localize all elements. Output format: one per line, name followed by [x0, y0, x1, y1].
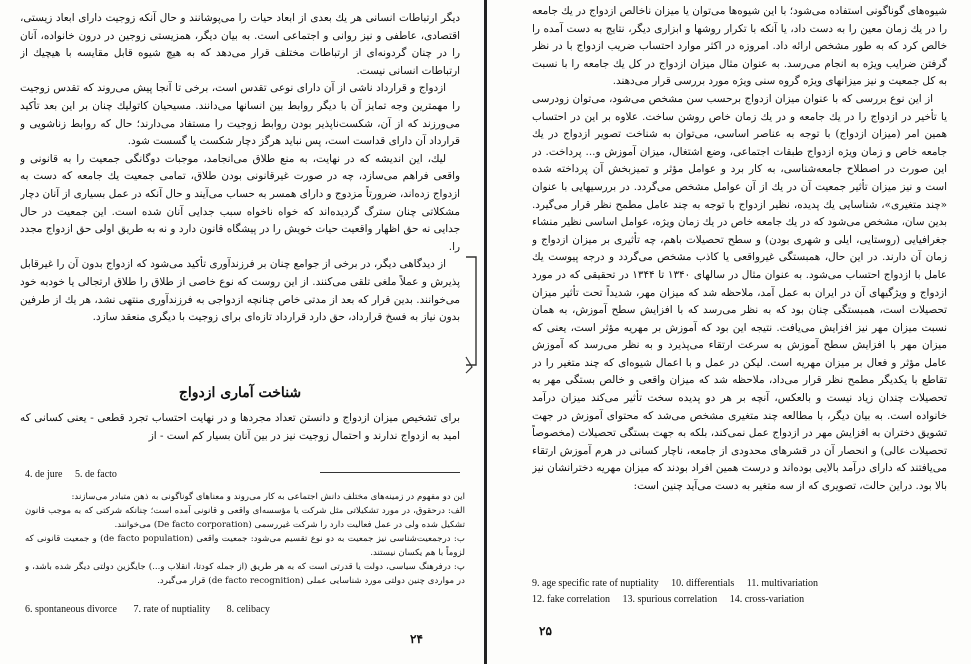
footnote-term: 14. cross-variation [729, 594, 805, 605]
right-page-body [532, 3, 947, 573]
footnote-rule [320, 472, 460, 473]
paragraph: دیگر ارتباطات انسانی هر یك بعدی از ابعاد حیات را می‌پوشانند و حال آنكه زوجیت دارای ابعاد زیستی، اقتصادی، عاطفی و نیز روانی و اجتماعی است. به بیان دیگر، همزیستی زوجین در درون خانواده، آنان را در چنان گردونه‌ای از ارتباطات مختلف قرار می‌دهد كه به هیچ شیوه قابل مقایسه با هیچیك از ارتباطات انسانی نیست. [20, 12, 460, 77]
right-page [487, 0, 971, 664]
footnote-line: این دو مفهوم در زمینه‌های مختلف دانش اجتماعی به كار می‌روند و معناهای گوناگونی به ذهن متبادر می‌سازند: [71, 492, 465, 502]
footnote-row [532, 576, 818, 592]
footnote-term: 10. differentials [671, 578, 735, 589]
footnote-terms [532, 576, 818, 608]
footnote-line: ب: درجمعیت‌شناسی نیز جمعیت به دو نوع تقسیم می‌شود: جمعیت واقعی (de facto population) و جمعیت قانونی كه لزوماً با هم یكسان نیستند. [25, 534, 465, 558]
footnote-row [532, 592, 818, 608]
footnote-terms-top [25, 469, 117, 480]
left-page [0, 0, 484, 664]
section-body: برای تشخیص میزان ازدواج و دانستن تعداد مجردها و در نهایت احتساب تجرد قطعی - یعنی كسانی كه امید به ازدواج ندارند و احتمال زوجیت نیز در بین آنان بسیار كم است - از [20, 412, 460, 442]
footnote-term: 13. spurious correlation [622, 594, 718, 605]
footnote-terms-bottom [25, 604, 270, 615]
page-number: ۲۴ [410, 632, 423, 646]
paragraph: شیوه‌های گوناگونی استفاده می‌شود؛ با این شیوه‌ها می‌توان یا میزان ناخالص ازدواج در یك جامعه را در یك زمان معین را به دست داد، یا آنكه با تكرار روشها و ابزاری دیگر، نتایج به دست آمده را خالص كرد كه به طور مشخص ارائه داد. امروزه در اكثر موارد احتساب ضریب ازدواج با در نظر گرفتن ضرایب ویژه به انجام می‌رسد. به عنوان مثال میزان ازدواج در كل یك جامعه را با نسبت به كل جمعیت و نیز میزانهای ویژه گروه سنی ویژه مورد بررسی قرار می‌دهند. [532, 5, 947, 88]
margin-bracket-mark [462, 255, 482, 375]
footnote-term: 4. de jure [25, 469, 63, 480]
footnote-term: 7. rate of nuptiality [133, 604, 211, 615]
footnote-term: 11. multivariation [746, 578, 819, 589]
footnote-term: 6. spontaneous divorce [25, 604, 117, 615]
section-heading: شناخت آماری ازدواج [178, 385, 302, 401]
paragraph: لیك، این اندیشه كه در نهایت، به منع طلاق می‌انجامد، موجبات دوگانگی جمعیت را به قانونی و واقعی فراهم می‌سازد، چه در صورت غیرقانونی بودن طلاق، تمامی جمعیت یك جامعه كه دست به ازدواج زده‌اند، ضرورتاً مزدوج و دارای همسر به حساب می‌آیند و حال آنكه در عمل بسیاری از آنان دچار مشكلاتی چنان سترگ گردیده‌اند كه خواه ناخواه سبب جدایی آنان شده است. این جمعیت در حال جدایی نه حق اظهار واقعیت حیات خویش را در پیشگاه قانون دارد و نه به طریق اولی حق ازدواج مجدد را. [20, 152, 460, 253]
page-number: ۲۵ [539, 624, 552, 638]
footnotes-explanation [25, 490, 465, 602]
footnote-term: 12. fake correlation [532, 594, 611, 605]
paragraph: ازدواج و قرارداد ناشی از آن دارای نوعی تقدس است، برخی تا آنجا پیش می‌روند كه تقدس زوجیت را مهمترین وجه تمایز آن با دیگر روابط بین انسانها می‌دانند. مسیحیان كاتولیك چنان بر این بعد تأكید می‌ورزند كه از آن، شكست‌ناپذیر بودن روابط زوجیت را مستفاد می‌دارند؛ حال كه روابط زناشویی و قرارداد آن دارای قداست است، پس نباید هرگز دچار شكست یا گسست شود. [20, 82, 460, 148]
footnote-term: 9. age specific rate of nuptiality [532, 578, 659, 589]
footnote-line: پ: درفرهنگ سیاسی، دولت یا قدرتی است كه به هر طریق (از جمله كودتا، انقلاب و...) جایگزین دولتی دیگر شده باشد، و در مواردی چنین دولتی مورد شناسایی عملی (de facto recognition) قرار می‌گیرد. [25, 562, 465, 586]
left-page-body [20, 10, 460, 372]
footnote-term: 5. de facto [75, 469, 117, 480]
paragraph: از این نوع بررسی كه با عنوان میزان ازدواج برحسب سن مشخص می‌شود، می‌توان زودرسی یا تأخیر در ازدواج را در یك جامعه و در یك زمان خاص روشن ساخت. علاوه بر این در احتساب همین امر (میزان ازدواج) با توجه به عناصر اساسی، می‌توان به شناخت تصویر ازدواج در یك جامعه خاص و زمان ویژه ازدواج طبقات اجتماعی، وضع اشتغال، میزان آموزش و... پرداخت. در این صورت در اصطلاح جامعه‌شناسی، به كار برد و عوامل مؤثر و تمیزبخش آن پرداخته شده است و نیز میزان تأثیر جمعیت آن در یك از آن عوامل مشخص می‌گردد. در بررسیهایی با عنوان «چند متغیری»، شناسایی یك پدیده، نظیر ازدواج با توجه به چند عامل مطمح نظر قرار می‌گیرد. بدین سان، مشخص می‌شود كه در یك جامعه خاص در یك زمان ویژه، عوامل اساسی نظیر منشاء جغرافیایی (روستایی، ایلی و شهری بودن) و سطح تحصیلات باهم، چه تأثیری بر میزان ازدواج و زمان آن دارند. در این حال، همبستگی غیرواقعی یا كاذب مشخص می‌گردد و درجه پیوست یك عامل با ازدواج احتساب می‌شود. به عنوان مثال در سالهای ۱۳۴۰ تا ۱۳۴۴ در تحقیقی كه در مورد ازدواج و ویژگیهای آن در ایران به عمل آمد، ملاحظه شد كه میزان مهر، شدیداً تحت تأثیر میزان تحصیلات است، همبستگی چنان بود كه به نظر می‌رسد كه با افزایش سطح آموزش، به همان نسبت میزان مهر نیز افزایش می‌یافت. نتیجه این بود كه آموزش بر مهریه مؤثر است، یعنی كه میزان مهر با افزایش سطح آموزش به سرعت ارتقاء می‌پذیرد و به نظر می‌رسد كه آموزش عامل مؤثر و فعال بر میزان مهریه است. لیكن در عمل و با اعمال شیوه‌ای كه چند متغیر را در تقاطع با یكدیگر مطمح نظر قرار می‌داد، ملاحظه شد كه میزان واقعی و خالص بستگی مهر به تحصیلات چندان زیاد نیست و بالعكس، آنچه بر هر دو پدیده سخت تأثیر می‌كند میزان درآمد خانواده است. به بیان دیگر، با مطالعه چند متغیری مشخص می‌شد كه محتوای آموزش در جهت تشویق دختران به افزایش مهر در ازدواج عمل نمی‌كند، بلكه به جهت بستگی تحصیلات (مخصوصاً تحصیلات عالی) و انحصار آن در قشرهای محدودی از جامعه، ناچار كسانی در هرم آموزش ارتقاء می‌یافتند كه دارای درآمد بالایی بوده‌اند و درست همین افراد بودند كه میزان مهریه دخترانشان نیز بالا بود. دراین حالت، تصویری كه از سه متغیر به دست می‌آید چنین است: [532, 92, 947, 493]
footnote-term: 8. celibacy [226, 604, 270, 615]
footnote-line: الف: درحقوق، در مورد تشکیلاتی مثل شرکت یا مؤسسه‌ای واقعی و قانونی آمده است؛ چنانكه شركتی كه به موجب قانون تشکیل شده ولی در عمل فعالیت دارد را شرکت غیررسمی (De facto corporation) می‌خوانند. [25, 506, 465, 530]
paragraph: از دیدگاهی دیگر، در برخی از جوامع چنان بر فرزندآوری تأكید می‌شود كه ازدواج بدون آن را غیرقابل پذیرش و عملاً ملغی تلقی می‌كنند. از این روست كه نوع خاصی از طلاق را طلاق ارتجالی یا خودبه خود می‌خوانند. بدین قرار كه بعد از مدتی خاص چنانچه ازدواجی به فرزندآوری منتهی نشد، هر یك از طرفین بدون نیاز به فسخ قرارداد، حق دارد قرارداد تازه‌ای برای زوجیت با دیگری منعقد سازد. [20, 258, 460, 324]
